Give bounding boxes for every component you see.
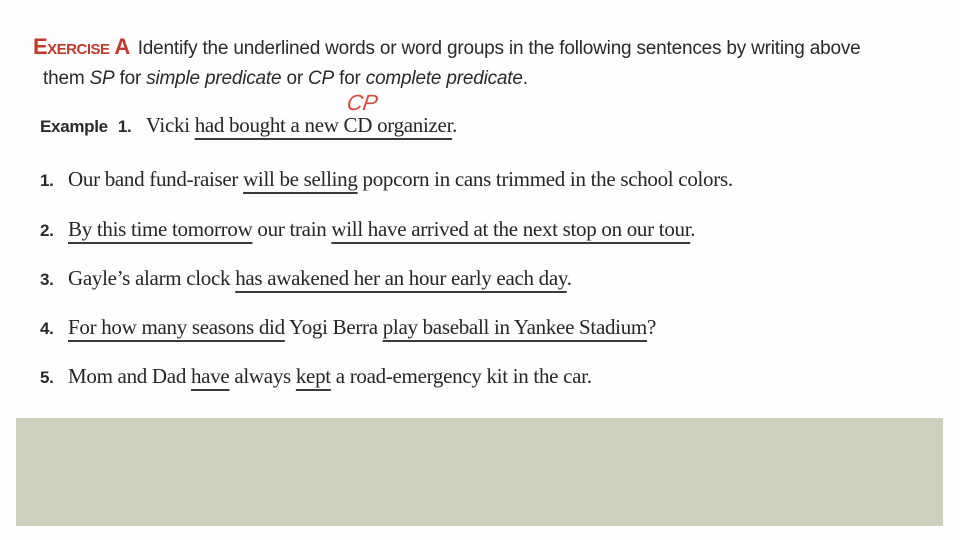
sentence-row [40, 217, 695, 251]
sentence-text: our train [252, 217, 332, 241]
underlined-phrase: will be selling [243, 167, 358, 191]
sentence-number: 3. [40, 270, 54, 289]
sentence-row [40, 167, 733, 201]
example-post: . [452, 113, 458, 137]
sentence-row [40, 364, 592, 398]
instruction-text: them [43, 68, 90, 89]
instruction-line-2 [33, 64, 943, 94]
instruction-line-1: Identify the underlined words or word groups in the following sentences by writing above [137, 38, 861, 59]
example-underlined: had bought a new CD organizer [194, 113, 453, 137]
sentence-number: 1. [40, 171, 54, 190]
sentence-text: . [690, 217, 696, 241]
cp-term: complete predicate [365, 68, 523, 89]
gray-answer-box [16, 418, 943, 526]
sentence-text: Gayle’s alarm clock [68, 266, 236, 290]
example-label: Example [40, 117, 108, 136]
exercise-instructions [33, 32, 943, 94]
sp-term: simple predicate [146, 68, 282, 89]
underlined-phrase: For how many seasons did [68, 315, 285, 339]
underlined-phrase: will have arrived at the next stop on our tour [331, 217, 691, 241]
sentence-text: popcorn in cans trimmed in the school colors. [357, 167, 733, 191]
sentence-text: ? [646, 315, 656, 339]
handwritten-cp-annotation: CP [345, 90, 380, 115]
underlined-phrase: kept [295, 364, 331, 388]
underlined-phrase: By this time tomorrow [68, 217, 253, 241]
instruction-text: for [334, 68, 366, 89]
sentence-number: 4. [40, 319, 54, 338]
sentence-text: Mom and Dad [68, 364, 191, 388]
sentence-text: always [229, 364, 296, 388]
instruction-text: . [522, 68, 528, 89]
sentence-number: 2. [40, 221, 54, 240]
underlined-phrase: have [190, 364, 230, 388]
underlined-phrase: play baseball in Yankee Stadium [382, 315, 647, 339]
exercise-label: Exercise A [33, 34, 130, 59]
sentence-text: . [566, 266, 572, 290]
sentence-row [40, 315, 656, 349]
underlined-phrase: has awakened her an hour early each day [235, 266, 567, 290]
instruction-text: for [114, 68, 147, 89]
sentence-text: a road-emergency kit in the car. [330, 364, 592, 388]
cp-abbrev: CP [308, 68, 335, 89]
sentence-row [40, 266, 572, 300]
sentence-number: 5. [40, 368, 54, 387]
sentence-text: Our band fund-raiser [68, 167, 244, 191]
example-number: 1. [117, 117, 132, 136]
sentence-text: Yogi Berra [284, 315, 383, 339]
sp-abbrev: SP [89, 68, 115, 89]
example-sentence [40, 113, 457, 147]
instruction-text: or [281, 68, 309, 89]
example-pre: Vicki [145, 113, 195, 137]
